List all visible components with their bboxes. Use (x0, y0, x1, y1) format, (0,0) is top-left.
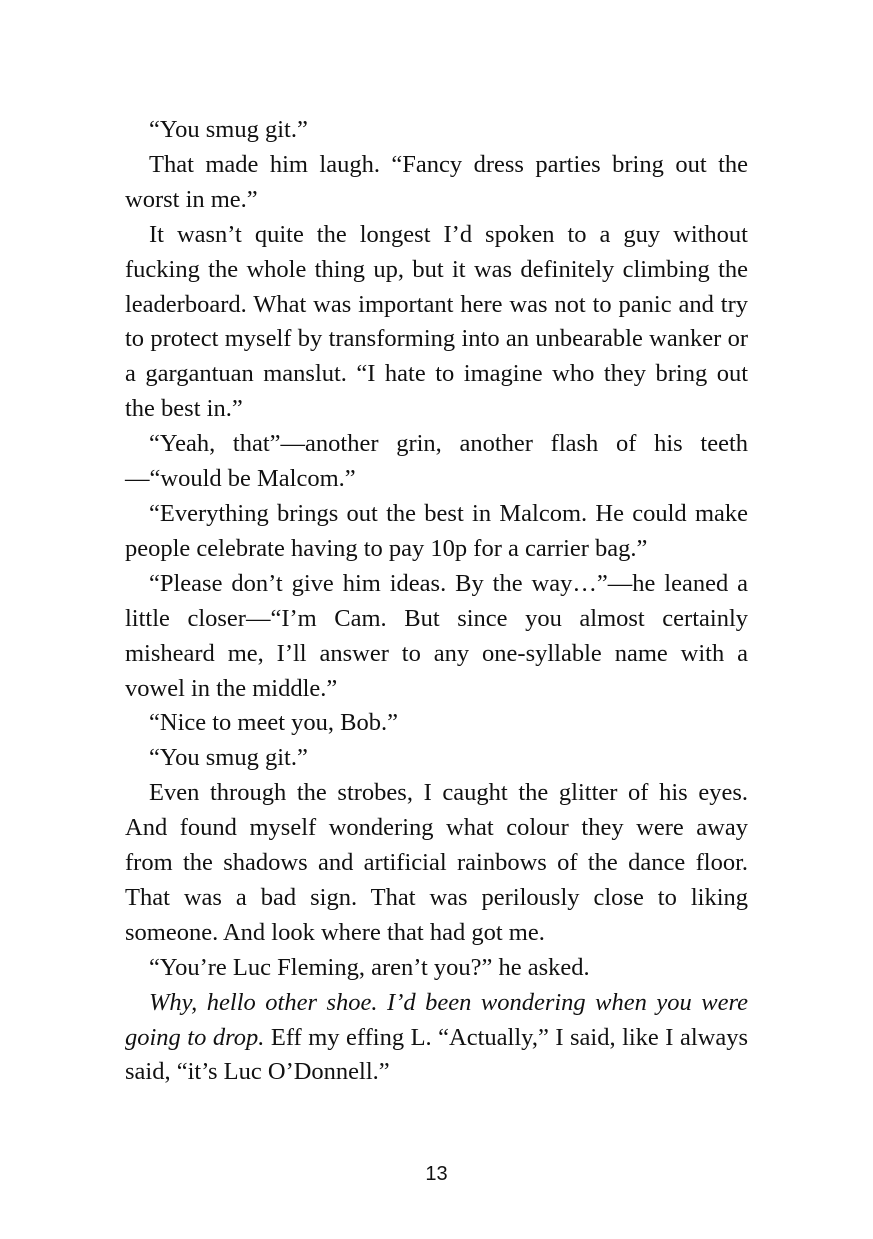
paragraph: “You smug git.” (149, 116, 308, 143)
paragraph: “You’re Luc Fleming, aren’t you?” he asked. (149, 953, 590, 981)
paragraph: “Everything brings out the best in Malcom. He could make people celebrate having to pay 10p for a carrier bag.” (125, 499, 748, 562)
paragraph: It wasn’t quite the longest I’d spoken to a guy without fucking the whole thing up, but it was definitely climbing the leaderboard. What was important here was not to panic and try to protect myself by transforming into an unbearable wanker or a gargantuan manslut. “I hate to imagine who they bring out the best in.” (125, 220, 748, 423)
italic-thought: Why, hello other shoe. I’d been wondering when you were going to drop. (125, 988, 748, 1051)
paragraph: “Please don’t give him ideas. By the way…”—he leaned a little closer—“I’m Cam. But since you almost certainly misheard me, I’ll answer to any one-syllable name with a vowel in the middle.” (125, 569, 748, 702)
paragraph: Even through the strobes, I caught the glitter of his eyes. And found myself wondering what colour they were away from the shadows and artificial rainbows of the dance floor. That was a bad sign. That was perilously close to liking someone. And look where that had got me. (125, 779, 748, 946)
page-number: 13 (425, 1163, 448, 1185)
paragraph-final (125, 986, 748, 1091)
paragraph: “Nice to meet you, Bob.” (149, 709, 399, 737)
paragraph: That made him laugh. “Fancy dress parties bring out the worst in me.” (125, 150, 748, 213)
paragraph: “You smug git.” (149, 744, 308, 772)
paragraph: “Yeah, that”—another grin, another flash of his teeth —“would be Malcom.” (125, 430, 748, 493)
page-body (125, 113, 748, 1090)
paragraph-final-text: Eff my effing L. “Actually,” I said, like I always said, “it’s Luc O’Donnell.” (125, 1023, 748, 1086)
